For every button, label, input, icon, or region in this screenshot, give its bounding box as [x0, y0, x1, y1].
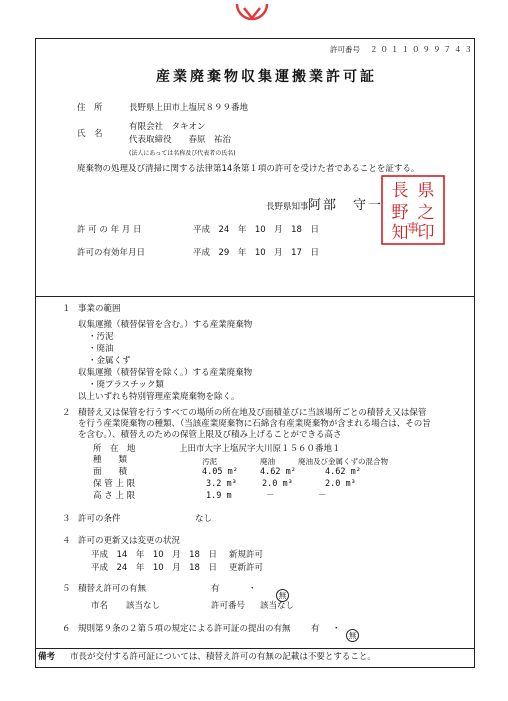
separator-dot: ・ [248, 584, 257, 594]
submission-no-circled [346, 623, 359, 642]
binding-mark-icon [234, 2, 270, 26]
section-2-text-3: を含む。）、積替えのための保管上限及び積み上げることができる高さ [78, 430, 342, 440]
permit-date-label: 許 可 の 年 月 日 [77, 225, 142, 235]
height-limit-value: － [266, 491, 275, 501]
remarks-label: 備考 [38, 652, 56, 662]
transfer-no: 無 [276, 589, 289, 602]
area-value: 4.62 m² [325, 467, 361, 477]
history-status: 新規許可 [229, 550, 264, 560]
address-value: 長野県上田市上塩尻８９９番地 [129, 103, 249, 113]
location-label: 所 在 地 [93, 444, 136, 454]
permit-date: 平成 24 年 10 月 18 日 [193, 225, 319, 235]
svg-text:県: 県 [417, 181, 435, 201]
page-title: 産業廃棄物収集運搬業許可証 [156, 69, 377, 85]
waste-item: ・金属くず [88, 356, 131, 366]
transfer-no-circled [276, 583, 289, 602]
svg-text:長: 長 [391, 181, 409, 201]
section-1-heading: 事業の範囲 [78, 304, 121, 314]
section-4-heading: 許可の更新又は変更の状況 [78, 536, 181, 546]
section-4-number: ４ [62, 536, 71, 546]
transfer-permit-label: 許可番号 [211, 601, 246, 611]
remarks-text: 市長が交付する許可証については、積替え許可の有無の記載は不要とすること。 [70, 652, 376, 662]
scope-line-2: 収集運搬（積替保管を除く。）する産業廃棄物 [78, 368, 253, 378]
svg-text:知: 知 [391, 223, 409, 243]
name-label: 氏 名 [77, 129, 103, 139]
representative-name: 代表取締役 春原 祐治 [129, 135, 232, 145]
area-label: 面 積 [93, 467, 128, 477]
kind-label: 種 類 [93, 455, 128, 465]
issuer-title: 長野県知事 [266, 202, 309, 212]
section-2-number: ２ [62, 408, 71, 418]
remarks-divider [35, 648, 475, 649]
waste-item: ・汚泥 [88, 332, 114, 342]
section-5-number: ５ [62, 584, 71, 594]
conditions-value: なし [195, 514, 213, 524]
scope-line-3: 以上いずれも特別管理産業廃棄物を除く。 [78, 392, 240, 402]
company-name: 有限会社 タキオン [129, 122, 206, 132]
storage-limit-value: 2.0 m³ [262, 479, 293, 489]
transfer-yes: 有 [211, 584, 220, 594]
waste-item: ・廃プラスチック類 [88, 380, 164, 390]
history-status: 更新許可 [229, 563, 264, 573]
expiry-date-label: 許可の有効年月日 [77, 248, 146, 258]
history-date: 平成 24 年 10 月 18 日 [91, 563, 217, 573]
section-5-heading: 積替え許可の有無 [78, 584, 147, 594]
submission-yes: 有 [311, 624, 320, 634]
kind-value: 廃油 [260, 457, 275, 466]
section-2-text-1: 積替え又は保管を行うすべての場所の所在地及び面積並びに当該場所ごとの積替え又は保管 [78, 408, 427, 418]
official-seal [380, 174, 446, 246]
waste-item: ・廃油 [88, 344, 114, 354]
separator-dot: ・ [332, 624, 341, 634]
location-value: 上田市大字上塩尻字大川原１５６０番地１ [179, 444, 341, 454]
height-limit-value: － [318, 491, 327, 501]
expiry-date: 平成 29 年 10 月 17 日 [193, 248, 319, 258]
section-divider [35, 296, 475, 297]
transfer-permit-value: 該当なし [260, 601, 295, 611]
section-3-number: ３ [62, 514, 71, 524]
section-6-heading: 規則第９条の２第５項の規定による許可証の提出の有無 [78, 624, 291, 634]
name-note: (法人にあっては名称及び代表者の氏名) [129, 150, 236, 157]
kind-value: 廃油及び金属くずの混合物 [298, 457, 388, 466]
storage-limit-value: 2.0 m³ [325, 479, 356, 489]
city-value: 該当なし [126, 601, 161, 611]
height-limit-label: 高 さ 上 限 [93, 491, 136, 501]
svg-text:野: 野 [391, 203, 409, 223]
kind-value: 汚泥 [202, 457, 217, 466]
certification-text: 廃棄物の処理及び清掃に関する法律第14条第１項の許可を受けた者であることを証する。 [77, 164, 420, 174]
scope-line-1: 収集運搬（積替保管を含む。）する産業廃棄物 [78, 320, 253, 330]
svg-text:之: 之 [417, 203, 435, 223]
section-1-number: １ [62, 304, 71, 314]
city-label: 市名 [91, 601, 109, 611]
storage-limit-label: 保 管 上 限 [93, 479, 136, 489]
area-value: 4.05 m² [202, 467, 238, 477]
issuer-name: 阿部 守一 [308, 198, 384, 213]
permit-number-label: 許可番号 [330, 45, 360, 54]
address-label: 住 所 [77, 103, 103, 113]
storage-limit-value: 3.2 m³ [206, 479, 237, 489]
section-3-heading: 許可の条件 [78, 514, 121, 524]
section-6-number: ６ [62, 624, 71, 634]
permit-number: ２０１１０９９７４３ [370, 45, 475, 54]
submission-no: 無 [346, 629, 359, 642]
svg-text:印: 印 [417, 223, 435, 243]
area-value: 4.62 m² [260, 467, 296, 477]
height-limit-value: 1.9 m [206, 491, 232, 501]
section-2-text-2: を行う産業廃棄物の種類、（当該産業廃棄物に石綿含有産業廃棄物が含まれる場合は、その旨 [78, 419, 431, 429]
svg-text:事: 事 [406, 221, 420, 235]
history-date: 平成 14 年 10 月 18 日 [91, 550, 217, 560]
